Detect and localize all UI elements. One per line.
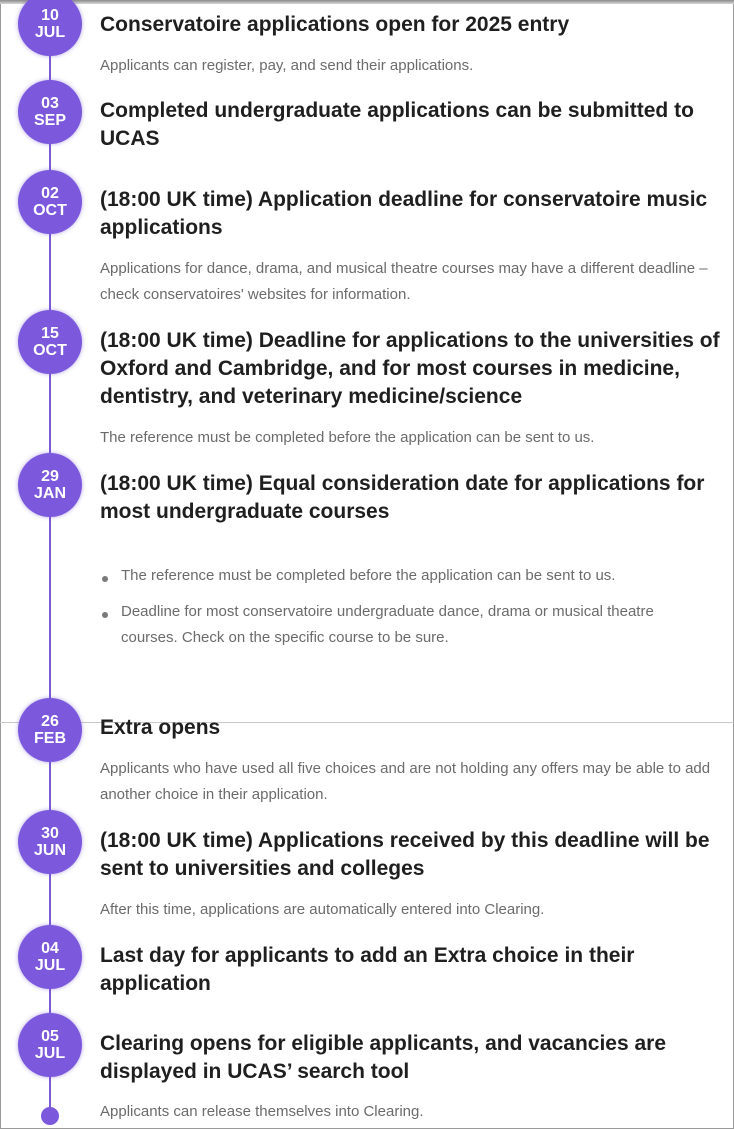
- date-day: 02: [41, 185, 59, 202]
- date-day: 29: [41, 468, 59, 485]
- list-item: Deadline for most conservatoire undergraduate dance, drama or musical theatre courses. Check on the specific course to be sure.: [100, 599, 710, 651]
- list-item: The reference must be completed before the application can be sent to us.: [100, 563, 710, 589]
- date-day: 30: [41, 825, 59, 842]
- date-month: JUN: [33, 842, 66, 859]
- event-description: Applications for dance, drama, and musical theatre courses may have a different deadline – check conservatoires' websites for information.: [100, 260, 708, 303]
- event-title: Clearing opens for eligible applicants, and vacancies are displayed in UCAS’ search tool: [100, 1032, 667, 1083]
- event-title: Conservatoire applications open for 2025 entry: [100, 13, 570, 36]
- date-badge: [18, 310, 82, 374]
- timeline-end-dot: [41, 1107, 59, 1125]
- event-description: The reference must be completed before the application can be sent to us.: [100, 429, 595, 446]
- date-badge: [18, 80, 82, 144]
- date-day: 10: [41, 7, 59, 24]
- date-month: OCT: [33, 342, 67, 359]
- event-description: Applicants who have used all five choices and are not holding any offers may be able to add another choice in their application.: [100, 760, 711, 803]
- date-month: SEP: [33, 112, 66, 129]
- event-title: (18:00 UK time) Applications received by this deadline will be sent to universities and colleges: [100, 829, 710, 880]
- date-day: 04: [41, 940, 59, 957]
- date-badge: [18, 925, 82, 989]
- event-title: (18:00 UK time) Deadline for applications to the universities of Oxford and Cambridge, and for most courses in medicine, dentistry, and veterinary medicine/science: [100, 329, 720, 408]
- date-day: 15: [41, 325, 59, 342]
- event-title: (18:00 UK time) Application deadline for conservatoire music applications: [100, 188, 708, 239]
- date-day: 26: [41, 713, 59, 730]
- top-edge-shadow: [0, 0, 734, 4]
- date-month: JAN: [33, 485, 66, 502]
- date-day: 03: [41, 95, 59, 112]
- event-description: Applicants can register, pay, and send their applications.: [100, 57, 474, 74]
- date-month: OCT: [33, 202, 67, 219]
- date-badge: [18, 453, 82, 517]
- event-bullet-list: [100, 563, 710, 661]
- date-badge: [18, 170, 82, 234]
- date-badge: [18, 810, 82, 874]
- date-badge: [18, 698, 82, 762]
- date-badge: [18, 1013, 82, 1077]
- date-month: JUL: [34, 957, 66, 974]
- date-month: FEB: [34, 730, 66, 747]
- date-month: JUL: [34, 24, 66, 41]
- event-title: Last day for applicants to add an Extra choice in their application: [100, 944, 635, 995]
- date-month: JUL: [34, 1045, 66, 1062]
- event-description: Applicants can release themselves into Clearing.: [100, 1103, 424, 1120]
- event-title: Extra opens: [100, 716, 221, 739]
- event-title: Completed undergraduate applications can be submitted to UCAS: [100, 99, 694, 150]
- date-day: 05: [41, 1028, 59, 1045]
- event-title: (18:00 UK time) Equal consideration date for applications for most undergraduate courses: [100, 472, 705, 523]
- event-description: After this time, applications are automatically entered into Clearing.: [100, 901, 545, 918]
